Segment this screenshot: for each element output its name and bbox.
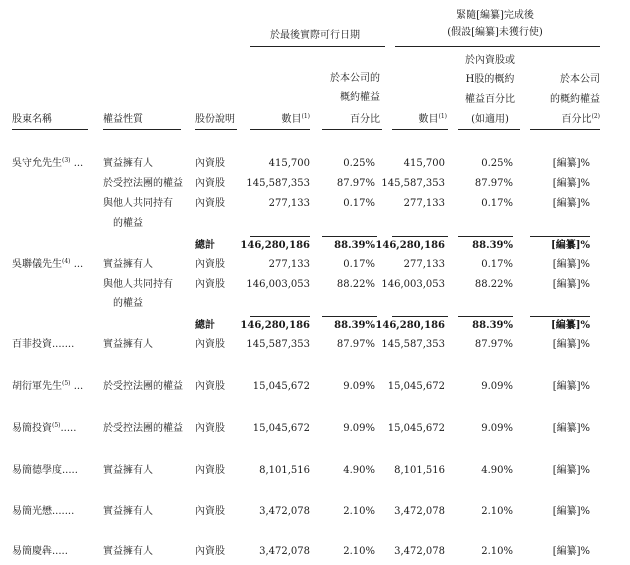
total-rule xyxy=(458,236,513,237)
interest-nature: 於受控法團的權益 xyxy=(103,178,183,189)
share-description: 內資股 xyxy=(195,158,225,169)
pct-latest: 2.10% xyxy=(343,506,375,517)
shareholder-name: 百菲投資....... xyxy=(12,339,75,350)
number-latest: 3,472,078 xyxy=(259,506,310,517)
pct-domestic-after: 2.10% xyxy=(481,546,513,557)
shareholder-name: 吳聯儀先生$^{(4)}$ ... xyxy=(12,258,84,270)
total-pct-latest: 88.39% xyxy=(334,320,375,331)
header-pct-company2-line3: 百分比$^{(2)}$ xyxy=(561,113,600,125)
pct-latest: 0.25% xyxy=(343,158,375,169)
pct-company-after: [編纂]% xyxy=(552,339,590,350)
rule-col-number-2 xyxy=(392,129,448,130)
shareholder-name: 易簡德學度..... xyxy=(12,465,78,476)
number-after: 15,045,672 xyxy=(387,423,445,434)
pct-company-after: [編纂]% xyxy=(552,158,590,169)
rule-col-pct-1 xyxy=(322,129,382,130)
total-rule xyxy=(530,236,590,237)
shareholder-name: 易簡慶犇..... xyxy=(12,546,68,557)
col-header-number-1: 數目$^{(1)}$ xyxy=(281,113,310,125)
header-pct-company-line3: 百分比 xyxy=(350,114,380,125)
header-pct-domestic-line3: 權益百分比 xyxy=(465,94,515,105)
total-number-latest: 146,280,186 xyxy=(240,320,310,331)
pct-company-after: [編纂]% xyxy=(552,506,590,517)
header-pct-company2-line2: 的概約權益 xyxy=(550,94,600,105)
total-rule xyxy=(392,236,448,237)
total-pct-domestic-after: 88.39% xyxy=(472,240,513,251)
total-pct-company-after: [編纂]% xyxy=(551,320,590,331)
interest-nature: 與他人共同持有 xyxy=(103,279,173,290)
number-after: 277,133 xyxy=(403,198,445,209)
pct-domestic-after: 88.22% xyxy=(474,279,513,290)
rule-col-description xyxy=(195,129,237,130)
number-latest: 145,587,353 xyxy=(246,178,310,189)
shareholder-name: 易簡光懋....... xyxy=(12,506,75,517)
number-after: 145,587,353 xyxy=(381,178,445,189)
interest-nature-line2: 的權益 xyxy=(113,218,143,229)
total-number-latest: 146,280,186 xyxy=(240,240,310,251)
header-pct-domestic-line4: (如適用) xyxy=(471,114,509,125)
shareholder-name: 易簡投資$^{(5)}$..... xyxy=(12,422,77,434)
number-latest: 8,101,516 xyxy=(259,465,310,476)
header-latest-practicable-date: 於最後實際可行日期 xyxy=(270,30,360,41)
interest-nature: 於受控法團的權益 xyxy=(103,381,183,392)
share-description: 內資股 xyxy=(195,381,225,392)
interest-nature: 實益擁有人 xyxy=(103,465,153,476)
share-description: 內資股 xyxy=(195,546,225,557)
total-rule xyxy=(322,316,377,317)
interest-nature: 實益擁有人 xyxy=(103,339,153,350)
interest-nature: 實益擁有人 xyxy=(103,259,153,270)
number-after: 277,133 xyxy=(403,259,445,270)
rule-col-pct-2 xyxy=(458,129,520,130)
pct-domestic-after: 9.09% xyxy=(481,381,513,392)
pct-latest: 9.09% xyxy=(343,423,375,434)
pct-latest: 2.10% xyxy=(343,546,375,557)
header-rule-after xyxy=(395,46,600,47)
share-description: 內資股 xyxy=(195,423,225,434)
share-description: 內資股 xyxy=(195,198,225,209)
share-description: 內資股 xyxy=(195,259,225,270)
col-header-number-2: 數目$^{(1)}$ xyxy=(418,113,447,125)
pct-latest: 4.90% xyxy=(343,465,375,476)
header-pct-domestic-line1: 於內資股或 xyxy=(465,55,515,66)
col-header-description: 股份說明 xyxy=(195,114,235,125)
interest-nature: 實益擁有人 xyxy=(103,546,153,557)
pct-company-after: [編纂]% xyxy=(552,259,590,270)
pct-domestic-after: 87.97% xyxy=(474,339,513,350)
number-latest: 15,045,672 xyxy=(252,423,310,434)
header-pct-company2-line1: 於本公司 xyxy=(560,74,600,85)
pct-latest: 0.17% xyxy=(343,259,375,270)
pct-company-after: [編纂]% xyxy=(552,465,590,476)
number-latest: 145,587,353 xyxy=(246,339,310,350)
number-after: 8,101,516 xyxy=(394,465,445,476)
total-pct-latest: 88.39% xyxy=(334,240,375,251)
header-pct-company-line1: 於本公司的 xyxy=(330,73,380,84)
pct-company-after: [編纂]% xyxy=(552,423,590,434)
share-description: 內資股 xyxy=(195,279,225,290)
pct-domestic-after: 9.09% xyxy=(481,423,513,434)
interest-nature: 實益擁有人 xyxy=(103,506,153,517)
total-pct-domestic-after: 88.39% xyxy=(472,320,513,331)
number-latest: 3,472,078 xyxy=(259,546,310,557)
total-rule xyxy=(392,316,448,317)
number-latest: 15,045,672 xyxy=(252,381,310,392)
total-pct-company-after: [編纂]% xyxy=(551,240,590,251)
rule-col-pct-3 xyxy=(530,129,600,130)
col-header-nature: 權益性質 xyxy=(103,114,143,125)
number-latest: 277,133 xyxy=(268,259,310,270)
interest-nature: 與他人共同持有 xyxy=(103,198,173,209)
pct-company-after: [編纂]% xyxy=(552,198,590,209)
total-label: 總計 xyxy=(195,240,215,251)
header-pct-company-line2: 概約權益 xyxy=(340,92,380,103)
total-number-after: 146,280,186 xyxy=(375,240,445,251)
number-latest: 146,003,053 xyxy=(246,279,310,290)
interest-nature: 實益擁有人 xyxy=(103,158,153,169)
number-after: 415,700 xyxy=(403,158,445,169)
pct-latest: 87.97% xyxy=(336,178,375,189)
share-description: 內資股 xyxy=(195,506,225,517)
pct-latest: 88.22% xyxy=(336,279,375,290)
pct-domestic-after: 87.97% xyxy=(474,178,513,189)
pct-domestic-after: 0.17% xyxy=(481,198,513,209)
rule-col-name xyxy=(12,129,88,130)
interest-nature: 於受控法團的權益 xyxy=(103,423,183,434)
shareholder-name: 吳守允先生$^{(3)}$ ... xyxy=(12,157,84,169)
pct-domestic-after: 0.25% xyxy=(481,158,513,169)
pct-domestic-after: 2.10% xyxy=(481,506,513,517)
number-latest: 277,133 xyxy=(268,198,310,209)
header-pct-domestic-line2: H股的概約 xyxy=(465,74,515,85)
number-latest: 415,700 xyxy=(268,158,310,169)
rule-col-number-1 xyxy=(250,129,310,130)
pct-company-after: [編纂]% xyxy=(552,178,590,189)
total-rule xyxy=(530,316,590,317)
header-assumption: (假設[編纂]未獲行使) xyxy=(447,27,543,38)
pct-latest: 87.97% xyxy=(336,339,375,350)
pct-company-after: [編纂]% xyxy=(552,546,590,557)
col-header-name: 股東名稱 xyxy=(12,114,52,125)
total-rule xyxy=(250,236,310,237)
number-after: 145,587,353 xyxy=(381,339,445,350)
total-label: 總計 xyxy=(195,320,215,331)
share-description: 內資股 xyxy=(195,339,225,350)
pct-latest: 0.17% xyxy=(343,198,375,209)
pct-company-after: [編纂]% xyxy=(552,279,590,290)
total-number-after: 146,280,186 xyxy=(375,320,445,331)
number-after: 15,045,672 xyxy=(387,381,445,392)
pct-domestic-after: 0.17% xyxy=(481,259,513,270)
interest-nature-line2: 的權益 xyxy=(113,298,143,309)
rule-col-nature xyxy=(103,129,181,130)
total-rule xyxy=(322,236,377,237)
pct-domestic-after: 4.90% xyxy=(481,465,513,476)
pct-company-after: [編纂]% xyxy=(552,381,590,392)
total-rule xyxy=(458,316,513,317)
number-after: 3,472,078 xyxy=(394,506,445,517)
pct-latest: 9.09% xyxy=(343,381,375,392)
share-description: 內資股 xyxy=(195,465,225,476)
header-after-completion: 緊隨[編纂]完成後 xyxy=(456,10,534,21)
share-description: 內資股 xyxy=(195,178,225,189)
shareholder-name: 胡衍軍先生$^{(5)}$ ... xyxy=(12,380,84,392)
total-rule xyxy=(250,316,310,317)
header-rule-latest xyxy=(250,46,385,47)
number-after: 3,472,078 xyxy=(394,546,445,557)
number-after: 146,003,053 xyxy=(381,279,445,290)
